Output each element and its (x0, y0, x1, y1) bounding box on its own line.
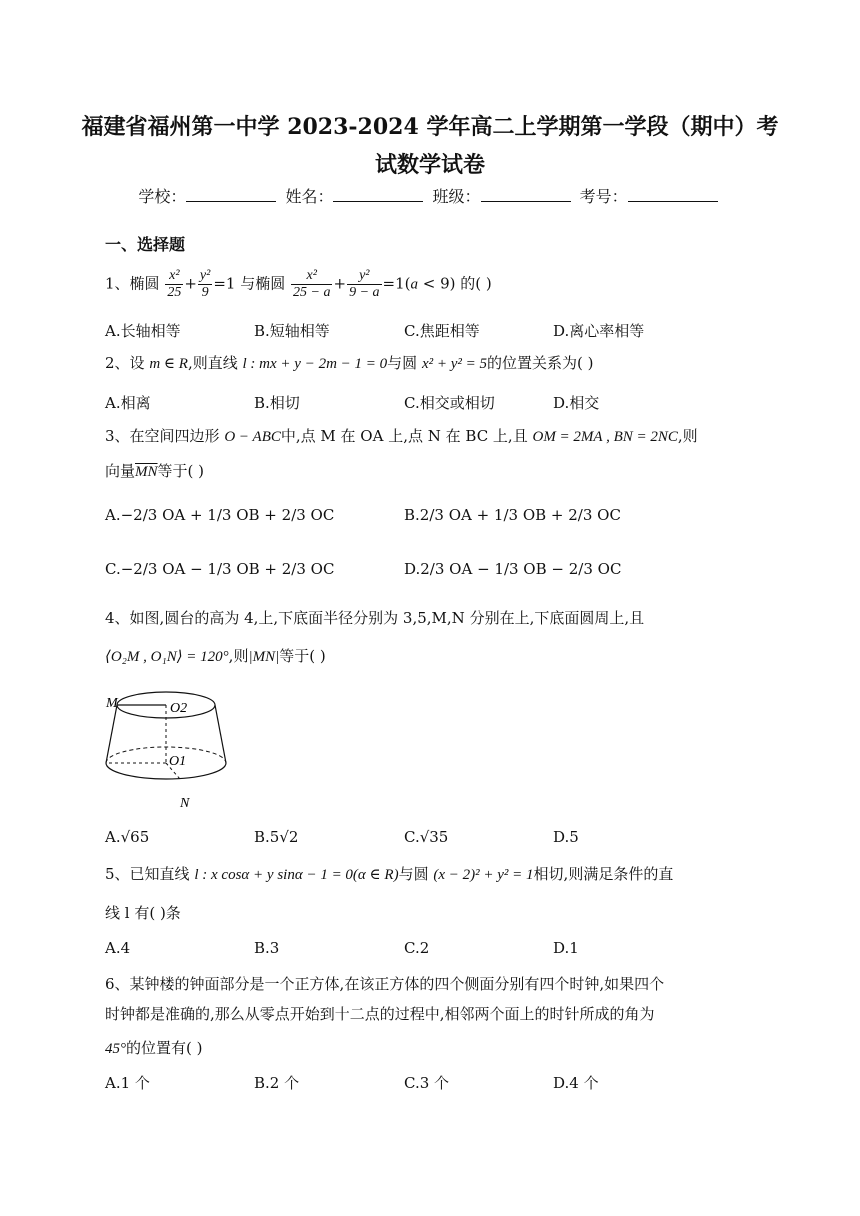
option-d[interactable]: D.5 (553, 828, 579, 846)
question-3 (105, 426, 698, 447)
math-expr: OM = 2MA , BN = 2NC (532, 429, 678, 445)
label-o1: O1 (169, 754, 187, 769)
school-blank[interactable] (186, 187, 276, 202)
option-d[interactable]: D.离心率相等 (553, 322, 645, 340)
question-text: 椭圆 (129, 274, 160, 293)
student-info-row (0, 184, 860, 207)
option-b[interactable]: B.相切 (254, 394, 300, 412)
page-title: 福建省福州第一中学 2023-2024 学年高二上学期第一学段（期中）考 (81, 114, 779, 140)
question-5 (105, 864, 673, 885)
question-number: 4、 (105, 609, 130, 627)
option-a[interactable]: A.1 个 (105, 1074, 150, 1092)
math-expr: O − ABC (224, 429, 281, 445)
option-a[interactable]: A.相离 (105, 394, 151, 412)
name-blank[interactable] (333, 187, 423, 202)
question-number: 1、 (105, 274, 130, 293)
option-d[interactable]: D.相交 (553, 394, 600, 412)
class-label: 班级： (432, 187, 481, 206)
math-expr: l : x cosα + y sinα − 1 = 0(α ∈ R) (194, 867, 399, 883)
question-text: ,则 (677, 427, 698, 445)
question-number: 5、 (105, 865, 130, 883)
option-b[interactable]: B.2 个 (254, 1074, 300, 1092)
math-expr: (x − 2)² + y² = 1 (433, 867, 534, 883)
question-text: 中,点 M 在 OA 上,点 N 在 BC 上,且 (280, 427, 528, 445)
question-text: 与圆 (398, 865, 429, 883)
question-2 (105, 353, 594, 374)
math-expr: l : mx + y − 2m − 1 = 0 (242, 356, 388, 372)
frustum-figure (100, 685, 235, 813)
question-text: 设 (129, 354, 145, 372)
question-text: ,则 (228, 647, 249, 665)
math-expr: ⟨O₂M , O₁N⟩ = 120° (105, 649, 229, 665)
question-text: 与圆 (387, 354, 418, 372)
option-b[interactable]: B.2/3 OA + 1/3 OB + 2/3 OC (404, 506, 621, 524)
section-title: 一、选择题 (105, 235, 186, 254)
option-b[interactable]: B.3 (254, 939, 280, 957)
option-a[interactable]: A.−2/3 OA + 1/3 OB + 2/3 OC (105, 506, 335, 524)
question-4-line2 (105, 646, 326, 667)
question-text: 的( ) (460, 274, 492, 293)
question-text: 等于( ) (157, 462, 204, 480)
math-expr: 45° (105, 1041, 126, 1057)
option-a[interactable]: A.长轴相等 (105, 322, 181, 340)
option-c[interactable]: C.焦距相等 (404, 322, 480, 340)
name-label: 姓名： (285, 187, 334, 206)
question-text: 如图,圆台的高为 4,上,下底面半径分别为 3,5,M,N 分别在上,下底面圆周上,且 (129, 609, 645, 627)
label-n: N (180, 796, 190, 811)
question-5-line2: 线 l 有( )条 (105, 904, 181, 922)
question-text: 的位置关系为( ) (487, 354, 594, 372)
option-c[interactable]: C.相交或相切 (404, 394, 495, 412)
math-expr: m ∈ R (149, 356, 188, 372)
option-b[interactable]: B.短轴相等 (254, 322, 330, 340)
class-blank[interactable] (481, 187, 571, 202)
question-4 (105, 608, 644, 628)
option-c[interactable]: C.2 (404, 939, 430, 957)
question-6-line2: 时钟都是准确的,那么从零点开始到十二点的过程中,相邻两个面上的时针所成的角为 (105, 1005, 655, 1023)
question-text: ,则直线 (187, 354, 238, 372)
question-text: 已知直线 (129, 865, 190, 883)
question-1: 1、椭圆 $\frac{\text{x²}}{25}$ + $\frac{\text{y²}}{9}$ =1 与椭圆 $\frac{\text{x²}}{25 - a}$ + $\frac{\text{y²}}{9 - a}$ =1(a < 9) 的( ) (105, 268, 492, 300)
option-d[interactable]: D.2/3 OA − 1/3 OB − 2/3 OC (404, 560, 622, 578)
school-label: 学校： (138, 187, 187, 206)
exam-number-label: 考号： (579, 187, 628, 206)
label-o2: O2 (170, 701, 188, 716)
question-text: 等于( ) (279, 647, 326, 665)
question-6 (105, 974, 664, 994)
vector-mn: $\overline{MN}$ (135, 464, 158, 480)
option-d[interactable]: D.1 (553, 939, 579, 957)
question-text: 与椭圆 (240, 274, 286, 293)
option-c[interactable]: C.3 个 (404, 1074, 450, 1092)
option-c[interactable]: C.−2/3 OA − 1/3 OB + 2/3 OC (105, 560, 335, 578)
question-text: 某钟楼的钟面部分是一个正方体,在该正方体的四个侧面分别有四个时钟,如果四个 (129, 975, 665, 993)
option-c[interactable]: C.√35 (404, 828, 449, 846)
question-text: 向量 (105, 462, 136, 480)
exam-number-blank[interactable] (628, 187, 718, 202)
math-expr: |MN| (248, 649, 280, 665)
option-b[interactable]: B.5√2 (254, 828, 299, 846)
question-text: 相切,则满足条件的直 (533, 865, 674, 883)
page-title-line2: 试数学试卷 (374, 152, 485, 178)
question-text: 在空间四边形 (129, 427, 220, 445)
question-number: 3、 (105, 427, 130, 445)
question-text: 的位置有( ) (126, 1039, 203, 1057)
option-d[interactable]: D.4 个 (553, 1074, 599, 1092)
option-a[interactable]: A.4 (105, 939, 131, 957)
option-a[interactable]: A.√65 (105, 828, 150, 846)
question-3-line2 (105, 461, 204, 482)
label-m: M (106, 696, 118, 711)
question-number: 6、 (105, 975, 130, 993)
question-6-line3 (105, 1038, 202, 1059)
math-expr: x² + y² = 5 (421, 356, 488, 372)
question-number: 2、 (105, 354, 130, 372)
